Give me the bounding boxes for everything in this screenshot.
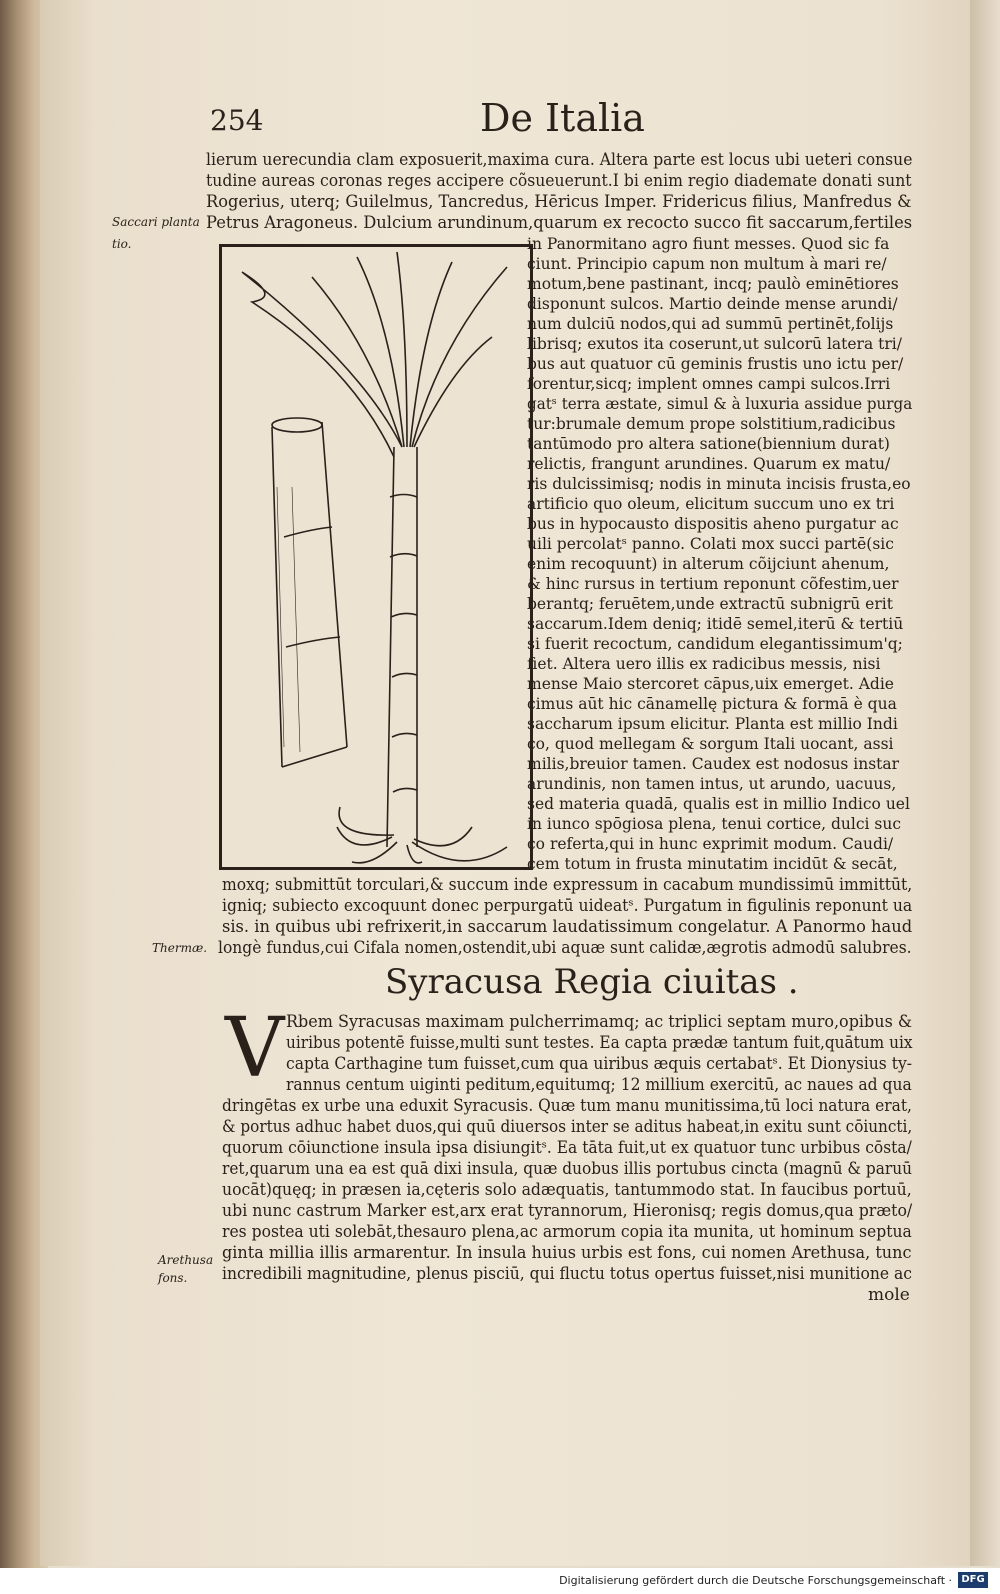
column-line: bus aut quatuor cū geminis frustis uno ictu per/ [527, 355, 904, 373]
column-line: tantūmodo pro altera satione(biennium durat) [527, 435, 890, 453]
text-line: Petrus Aragoneus. Dulcium arundinum,quarum ex recocto succo fit saccarum,fertiles [206, 213, 913, 233]
section-line: quorum cōiunctione insula ipsa disiungitˢ. Ea tāta fuit,ut ex quatuor tunc urbibus cōsta/ [222, 1138, 912, 1158]
column-line: in Panormitano agro fiunt messes. Quod sic fa [527, 235, 890, 253]
section-line: res postea uti solebāt,thesauro plena,ac armorum copia ita munita, ut hominum septua [222, 1222, 912, 1242]
column-line: forentur,sicq; implent omnes campi sulcos.Irri [527, 375, 891, 393]
running-head: De Italia [480, 96, 645, 140]
column-line: relictis, frangunt arundines. Quarum ex matu/ [527, 455, 891, 473]
column-line: motum,bene pastinant, incq; paulò eminētiores [527, 275, 899, 293]
margin-note-saccari-cont: tio. [112, 237, 132, 251]
page-edge [970, 0, 1000, 1566]
column-line: fiet. Altera uero illis ex radicibus messis, nisi [527, 655, 881, 673]
text-line: sis. in quibus ubi refrixerit,in saccarum laudatissimum congelatur. A Panormo haud [222, 917, 913, 937]
column-line: saccarum.Idem deniq; itidē semel,iterū & tertiū [527, 615, 904, 633]
column-line: uili percolatˢ panno. Colati mox succi partē(sic [527, 535, 894, 553]
column-line: co referta,qui in hunc exprimit modum. Caudi/ [527, 835, 894, 853]
text-line: tudine aureas coronas reges accipere cõsueuerunt.I bi enim regio diademate donati sunt [206, 171, 912, 191]
column-line: co, quod mellegam & sorgum Itali uocant, assi [527, 735, 894, 753]
column-line: cimus aūt hic cānamellę pictura & formā è qua [527, 695, 897, 713]
text-line: uiribus potentē fuisse,multi sunt testes. Ea capta prædæ tantum fuit,quātum uix [286, 1033, 913, 1053]
sugar-cane-woodcut [219, 244, 533, 870]
drop-cap: V [225, 1001, 285, 1096]
column-line: in iunco spōgiosa plena, tenui cortice, dulci suc [527, 815, 902, 833]
column-line: cem totum in frusta minutatim incidūt & secāt, [527, 855, 898, 873]
column-line: ris dulcissimisq; nodis in minuta incisis frusta,eo [527, 475, 911, 493]
margin-note-saccari: Saccari planta [112, 215, 200, 229]
column-line: si fuerit recoctum, candidum elegantissimum'q; [527, 635, 903, 653]
section-line: ret,quarum una ea est quā dixi insula, quæ duobus illis portubus cincta (magnū & paruū [222, 1159, 913, 1179]
footer-bar [0, 1568, 1000, 1594]
section-line: ginta millia illis armarentur. In insula huius urbis est fons, cui nomen Arethusa, tunc [222, 1243, 912, 1263]
margin-note-arethusa: Arethusa [158, 1253, 214, 1267]
section-line: incredibili magnitudine, plenus pisciū, qui fluctu totus opertus fuisset,nisi munitione ac [222, 1264, 912, 1284]
column-line: bus in hypocausto dispositis aheno purgatur ac [527, 515, 899, 533]
text-line: Rbem Syracusas maximam pulcherrimamq; ac triplici septam muro,opibus & [286, 1012, 913, 1032]
section-line: mole [868, 1285, 910, 1305]
text-line: longè fundus,cui Cifala nomen,ostendit,ubi aquæ sunt calidæ,ægrotis admodū salubres. [218, 938, 912, 958]
column-line: tur:brumale demum prope solstitium,radicibus [527, 415, 896, 433]
footer-credit: Digitalisierung gefördert durch die Deutsche Forschungsgemeinschaft · [559, 1574, 952, 1587]
section-heading: Syracusa Regia ciuitas . [385, 962, 799, 1002]
section-line: & portus adhuc habet duos,qui quū diuersos inter se aditus habeat,in exitu sunt cōiuncti, [222, 1117, 913, 1137]
column-line: saccharum ipsum elicitur. Planta est millio Indi [527, 715, 898, 733]
section-line: dringētas ex urbe una eduxit Syracusis. Quæ tum manu munitissima,tū loci natura erat, [222, 1096, 912, 1116]
column-line: artificio quo oleum, elicitum succum uno ex tri [527, 495, 895, 513]
column-line: mense Maio stercoret cāpus,uix emerget. Adie [527, 675, 894, 693]
column-line: ciunt. Principio capum non multum à mari re/ [527, 255, 887, 273]
column-line: & hinc rursus in tertium reponunt cõfestim,uer [527, 575, 899, 593]
column-line: arundinis, non tamen intus, ut arundo, uacuus, [527, 775, 897, 793]
sugar-cane-illustration [222, 247, 530, 867]
column-line: milis,breuior tamen. Caudex est nodosus instar [527, 755, 900, 773]
dfg-logo: DFG [958, 1572, 988, 1588]
section-line: ubi nunc castrum Marker est,arx erat tyrannorum, Hieronisq; regis domus,qua præto/ [222, 1201, 913, 1221]
text-line: igniq; subiecto excoquunt donec perpurgatū uideatˢ. Purgatum in figulinis reponunt ua [222, 896, 913, 916]
column-line: num dulciū nodos,qui ad summū pertinēt,folijs [527, 315, 894, 333]
column-line: sed materia quadā, qualis est in millio Indico uel [527, 795, 910, 813]
column-line: librisq; exutos ita coserunt,ut sulcorū latera tri/ [527, 335, 902, 353]
text-line: capta Carthagine tum fuisset,cum qua uiribus æquis certabatˢ. Et Dionysius ty- [286, 1054, 913, 1074]
page-number: 254 [210, 104, 264, 137]
section-line: uocāt)quęq; in præsen ia,cęteris solo adæquatis, tantummodo stat. In faucibus portuū, [222, 1180, 912, 1200]
column-line: berantq; feruētem,unde extractū subnigrū erit [527, 595, 893, 613]
text-line: moxq; submittūt torculari,& succum inde expressum in cacabum mundissimū immittūt, [222, 875, 913, 895]
margin-note-arethusa-cont: fons. [158, 1271, 188, 1285]
text-line: lierum uerecundia clam exposuerit,maxima cura. Altera parte est locus ubi ueteri consue [206, 150, 913, 170]
column-line: enim recoquunt) in alterum cõijciunt ahenum, [527, 555, 890, 573]
margin-note-thermae: Thermæ. [152, 941, 208, 955]
column-line: disponunt sulcos. Martio deinde mense arundi/ [527, 295, 898, 313]
text-line: rannus centum uiginti peditum,equitumq; 12 millium exercitū, ac naues ad qua [286, 1075, 912, 1095]
column-line: gatˢ terra æstate, simul & à luxuria assidue purga [527, 395, 913, 413]
text-line: Rogerius, uterq; Guilelmus, Tancredus, Hēricus Imper. Fridericus filius, Manfredus & [206, 192, 912, 212]
